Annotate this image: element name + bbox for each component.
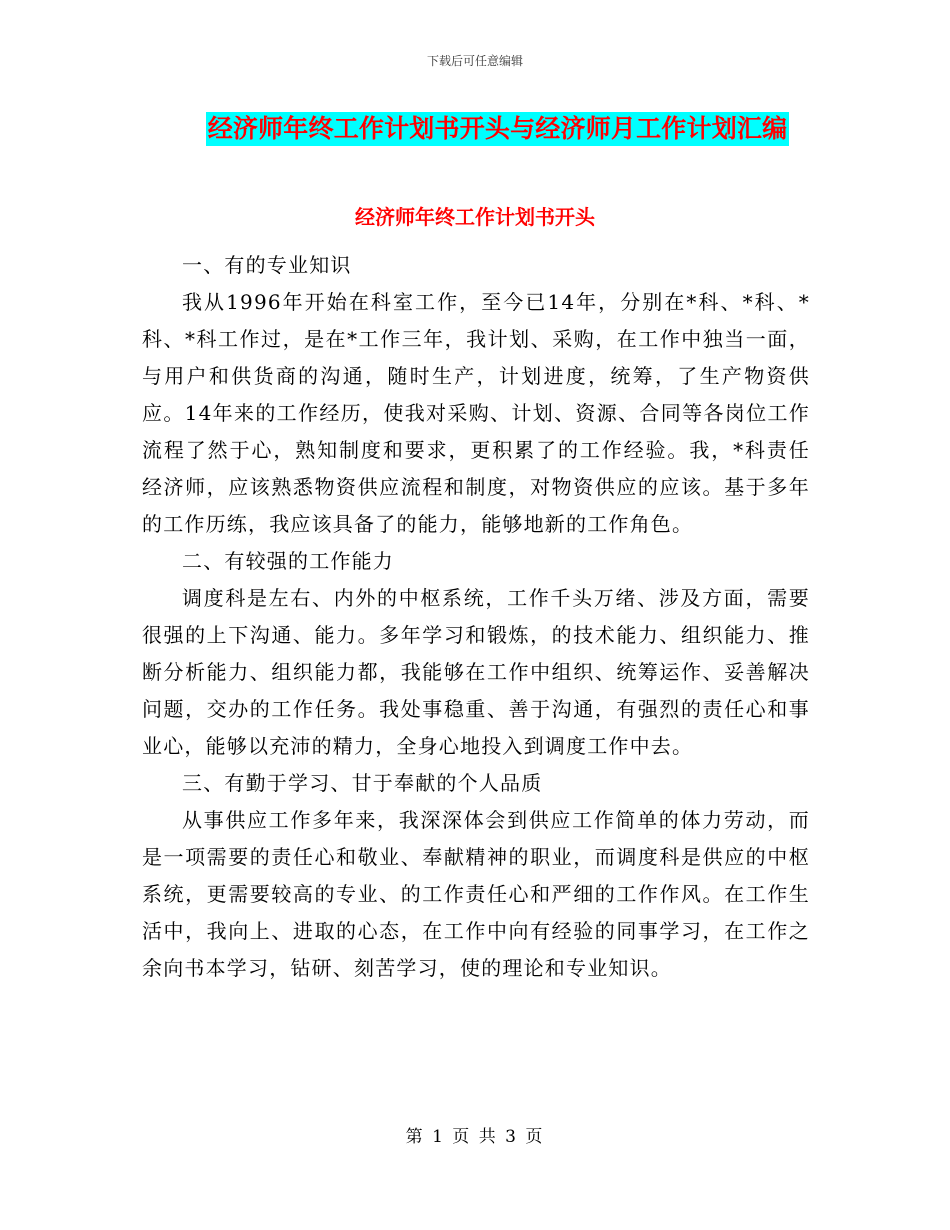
heading-work-ability: 二、有较强的工作能力: [182, 549, 394, 573]
paragraph-work-experience: 我从1996年开始在科室工作，至今已14年，分别在*科、*科、*科、*科工作过，是在*工作三年，我计划、采购，在工作中独当一面，与用户和供货商的沟通，随时生产，计划进度，统筹，了生产物资供应。14年来的工作经历，使我对采购、计划、资源、合同等各岗位工作流程了然于心，熟知制度和要求，更积累了的工作经验。我，*科责任经济师，应该熟悉物资供应流程和制度，对物资供应的应该。基于多年的工作历练，我应该具备了的能力，能够地新的工作角色。: [142, 290, 810, 536]
header-note: 下载后可任意编辑: [426, 54, 523, 68]
document-title-container: [0, 112, 950, 146]
heading-personal-quality: 三、有勤于学习、甘于奉献的个人品质: [182, 771, 543, 795]
paragraph-work-ability: 调度科是左右、内外的中枢系统，工作千头万绪、涉及方面，需要很强的上下沟通、能力。多年学习和锻炼，的技术能力、组织能力、推断分析能力、组织能力都，我能够在工作中组织、统筹运作、妥善解决问题，交办的工作任务。我处事稳重、善于沟通，有强烈的责任心和事业心，能够以充沛的精力，全身心地投入到调度工作中去。: [142, 586, 810, 758]
heading-professional-knowledge: 一、有的专业知识: [182, 253, 352, 277]
paragraph-personal-quality: 从事供应工作多年来，我深深体会到供应工作简单的体力劳动，而是一项需要的责任心和敬业、奉献精神的职业，而调度科是供应的中枢系统，更需要较高的专业、的工作责任心和严细的工作作风。在工作生活中，我向上、进取的心态，在工作中向有经验的同事学习，在工作之余向书本学习，钻研、刻苦学习，使的理论和专业知识。: [142, 808, 810, 980]
document-body: [142, 247, 810, 987]
section-title: 经济师年终工作计划书开头: [355, 205, 595, 229]
document-title: 经济师年终工作计划书开头与经济师月工作计划汇编: [206, 112, 790, 146]
page-number: 第 1 页 共 3 页: [405, 1127, 545, 1147]
